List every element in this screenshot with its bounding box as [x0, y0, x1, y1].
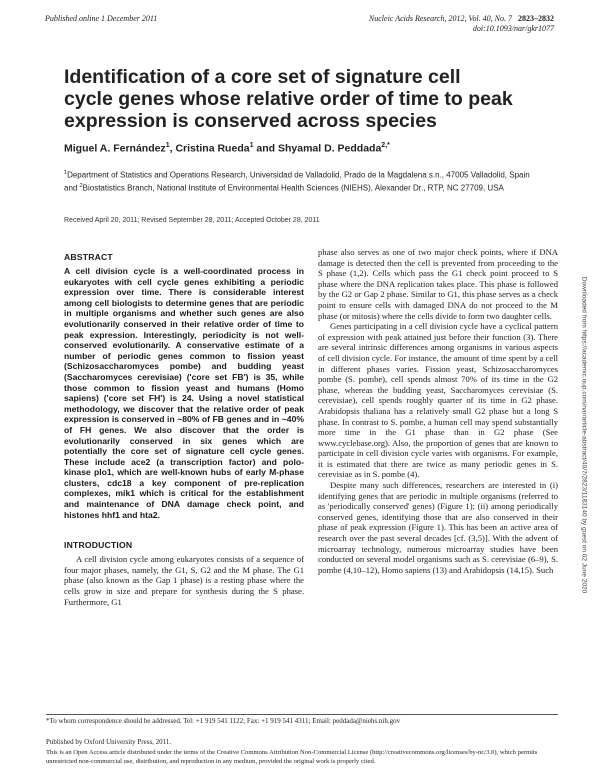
submission-dates: Received April 20, 2011; Revised September 28, 2011; Accepted October 28, 2011: [64, 217, 320, 224]
body-paragraph: phase also serves as one of two major check points, where if DNA damage is detected then the cell is prevented from proceeding to the S phase (1,2). Cells which pass the G1 check point proceed to S phase where the DNA replication takes place. This phase is followed by the G2 or Gap 2 phase. Similar to G1, this phase serves as a check point to ensure cells with damaged DNA do not proceed to the M phase (or mitosis) where the cells divide to form two daughter cells.: [318, 247, 558, 321]
affiliations: [64, 168, 544, 194]
left-column: [64, 252, 304, 607]
author-affiliation-mark: 1: [249, 142, 254, 149]
right-column: [318, 247, 558, 575]
author-name: Shyamal D. Peddada: [278, 142, 382, 155]
abstract-heading: ABSTRACT: [64, 252, 113, 262]
page-range: 2823–2832: [518, 14, 554, 23]
body-paragraph: A cell division cycle among eukaryotes consists of a sequence of four major phases, namely, the G1, S, G2 and the M phase. The G1 phase (also known as the Gap 1 phase) is a resting phase where the cells grow in size and prepare for synthesis during the S phase. Furthermore, G1: [64, 554, 304, 607]
correspondence-footnote: *To whom correspondence should be addressed. Tel: +1 919 541 1122; Fax: +1 919 541 4311; Email: peddada@niehs.nih.gov: [46, 717, 401, 725]
article-title: Identification of a core set of signature cell cycle genes whose relative order of time to peak expression is conserved across species: [64, 66, 513, 132]
author-separator: ,: [169, 142, 176, 155]
body-paragraph: Despite many such differences, researchers are interested in (i) identifying genes that are periodic in multiple organisms (referred to as 'periodically conserved' genes) (Figure 1); (ii) among periodically conserved genes, identifying those that are also conserved in their phase of peak expression (Figure 1). This has been an active area of research over the past several decades [cf. (3,5)]. With the advent of microarray technology, numerous microarray studies have been conducted on several model organisms such as S. cerevisiae (6–9), S. pombe (4,10–12), Homo sapiens (13) and Arabidopsis (14,15). Such: [318, 480, 558, 575]
journal-header: [369, 14, 554, 34]
body-paragraph: Genes participating in a cell division cycle have a cyclical pattern of expression with peak attained just before their function (3). There are several intrinsic differences among organisms in various aspects of cell division cycle. For instance, the amount of time spent by a cell in different phases varies. Fission yeast, Schizosaccharomyces pombe (S. pombe), cell spends almost 70% of its time in the G2 phase, whereas the budding yeast, Saccharomyces cerevisiae (S. cerevisiae), cell spends roughly quarter of its time in G2 phase. Arabidopsis thaliana has a relatively small G2 phase but a long S phase. In contrast to S. pombe, a human cell may spend substantially more time in the G1 phase than in G2 phase (See www.cyclebase.org). Also, the proportion of genes that are known to participate in cell division cycle varies with organisms. For example, it is estimated that there are twice as many periodic genes in S. cerevisiae as in S. pombe (4).: [318, 321, 558, 480]
affiliation-text: Biostatistics Branch, National Institute of Environmental Health Sciences (NIEHS), Alexander Dr., RTP, NC 27709, USA: [82, 183, 504, 193]
copyright-notice: Published by Oxford University Press, 2011.: [46, 738, 172, 746]
affiliation-mark: 1: [64, 170, 68, 176]
doi-link[interactable]: doi:10.1093/nar/gkr1077: [472, 24, 554, 33]
introduction-heading: INTRODUCTION: [64, 540, 133, 551]
author-separator: and: [253, 142, 278, 155]
download-note-text: Downloaded from https://academic.oup.com/nar/article-abstract/40/7/2823/1183140 by guest on 02 June 2020: [580, 276, 588, 594]
affiliation-mark: 2: [79, 183, 83, 190]
author-name: Cristina Rueda: [175, 142, 250, 155]
affiliation-text: Department of Statistics and Operations Research, Universidad de Valladolid, Prado de la Magdalena s.n., 47005 Valladolid, Spain and: [64, 170, 530, 193]
download-watermark: [578, 200, 590, 670]
abstract-text: A cell division cycle is a well-coordinated process in eukaryotes with cell cycle genes exhibiting a periodic expression over time. There is considerable interest among cell biologists to determine genes that are periodic in multiple organisms and whether such genes are also evolutionarily conserved in their relative order of time to peak expression. Interestingly, periodicity is not well-conserved evolutionarily. A conservative estimate of a number of periodic genes common to fission yeast (Schizosaccharomyces pombe) and budding yeast (Saccharomyces cerevisiae) ('core set FB') is 35, while those common to fission yeast and humans (Homo sapiens) ('core set FH') is 24. Using a novel statistical methodology, we discover that the relative order of peak expression is conserved in ~80% of FB genes and in ~40% of FH genes. We also discover that the order is evolutionarily conserved in six genes which are potentially the core set of signature cell cycle genes. These include ace2 (a transcription factor) and polo-kinase plo1, which are well-known hubs of early M-phase clusters, cdc18 a key component of pre-replication complexes, mik1 which is critical for the establishment and maintenance of DNA damage check point, and histones hhf1 and hta2.: [64, 266, 304, 520]
license-notice: This is an Open Access article distributed under the terms of the Creative Commons Attribution Non-Commercial License (http://creativecommons.org/licenses/by-nc/3.0), which permits unrestricted non-commercial use, distribution, and reproduction in any medium, provided the original work is properly cited.: [46, 749, 538, 765]
author-list: [64, 142, 390, 155]
published-date: Published online 1 December 2011: [45, 14, 158, 23]
author-name: Miguel A. Fernández: [64, 142, 166, 155]
journal-citation: Nucleic Acids Research, 2012, Vol. 40, No. 7: [368, 14, 512, 23]
footnote-divider: [46, 714, 558, 715]
author-affiliation-mark: 1: [165, 142, 170, 149]
author-affiliation-mark: 2,*: [381, 142, 390, 149]
